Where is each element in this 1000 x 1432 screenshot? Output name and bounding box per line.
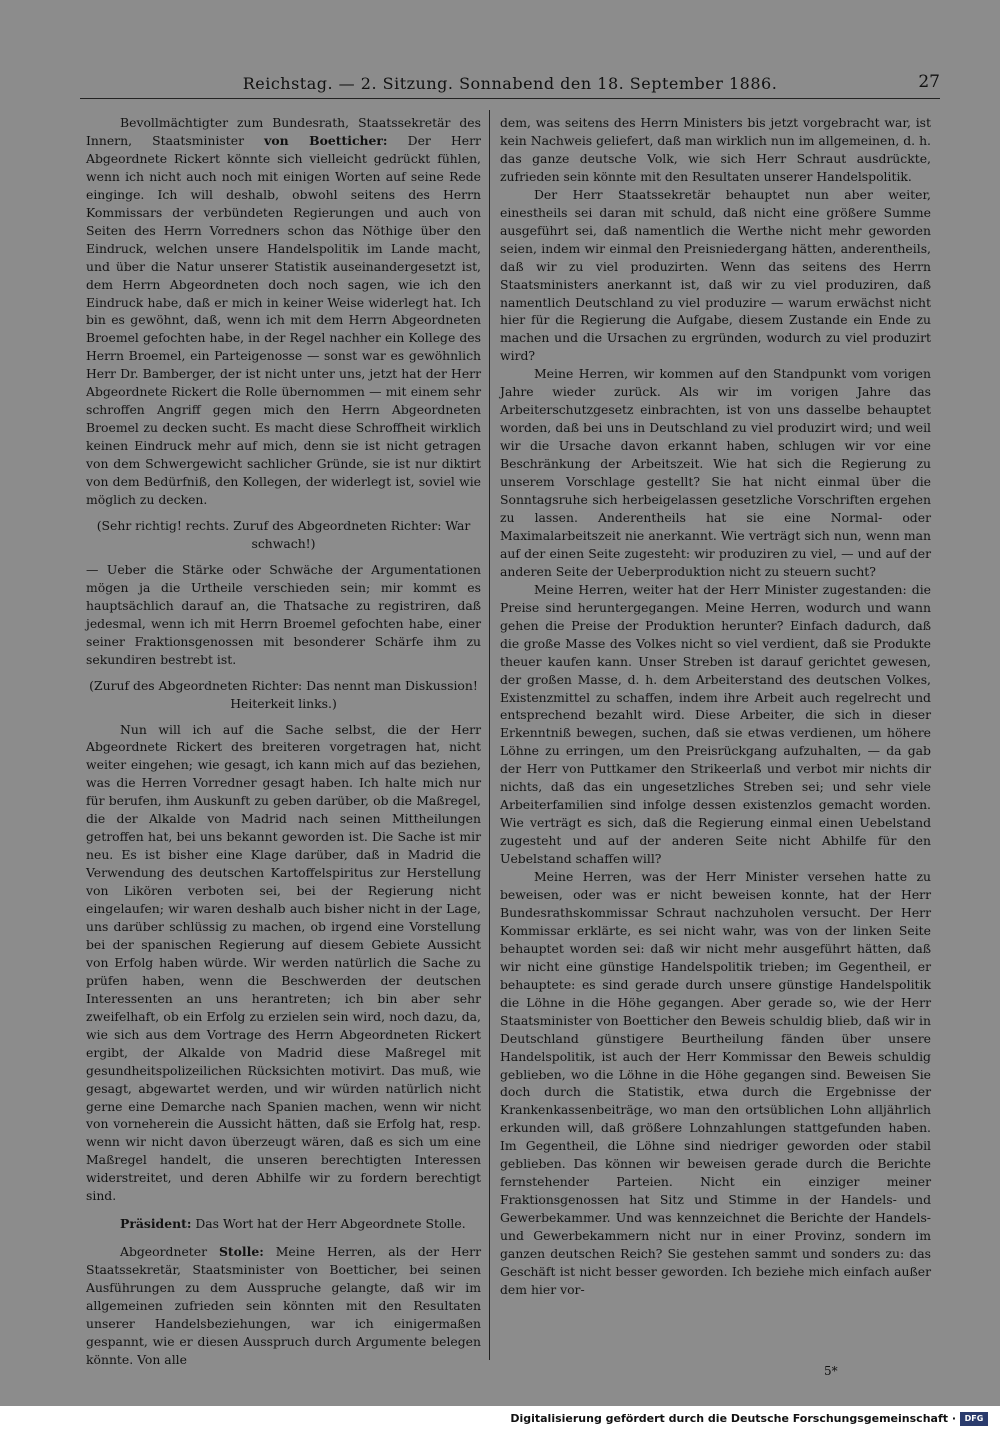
paragraph: Nun will ich auf die Sache selbst, die der Herr Abgeordnete Rickert des breiteren vorgetragen hat, nicht weiter eingehen; wie gesagt, ich kann mich auf das beziehen, was die Herren Vorredner gesagt haben. Ich halte mich nur für berufen, ihm Auskunft zu geben darüber, ob die Maßregel, die der Alkalde von Madrid nach seinen Mittheilungen getroffen hat, bei uns bekannt geworden ist. Die Sache ist mir neu. Es ist bisher eine Klage darüber, daß in Madrid die Verwendung des deutschen Kartoffelspiritus zur Herstellung von Likören verboten sei, bei der Regierung nicht eingelaufen; wir waren deshalb auch bisher nicht in der Lage, uns darüber schlüssig zu machen, ob irgend eine Vorstellung bei der spanischen Regierung auf diesem Gebiete Aussicht von Erfolg haben würde. Wir werden natürlich die Sache zu prüfen haben, wenn die Beschwerden der deutschen Interessenten an uns herantreten; ich bin aber sehr zweifelhaft, ob ein Erfolg zu erzielen sein wird, noch dazu, da, wie sich aus dem Vortrage des Herrn Abgeordneten Rickert ergibt, der Alkalde von Madrid diese Maßregel mit gesundheitspolizeilichen Rücksichten motivirt. Das muß, wie gesagt, abgewartet werden, und wir würden natürlich nicht gerne eine Demarche nach Spanien machen, wenn wir nicht von vorneherein die Aussicht hätten, daß sie Erfolg hat, resp. wenn wir nicht davon überzeugt wären, daß es sich um eine Maßregel handelt, die unseren berechtigten Interessen widerstreitet, und deren Abhilfe wir zu fordern berechtigt sind. (86, 721, 481, 1204)
speech-text: Der Herr Abgeordnete Rickert könnte sich vielleicht gedrückt fühlen, wenn ich nicht auch noch mit einigen Worten auf seine Rede einginge. Ich will deshalb, obwohl seitens des Herrn Kommissars der verbündeten Regierungen und auch von Seiten des Herrn Vorredners schon das Nöthige über den Eindruck, welchen unsere Handelspolitik im Lande macht, und über die Natur unserer Statistik auseinandergesetzt ist, dem Herrn Abgeordneten doch noch sagen, wie ich den Eindruck habe, daß er mich in keiner Weise widerlegt hat. Ich bin es gewöhnt, daß, wenn ich mit dem Herrn Abgeordneten Broemel gefochten habe, in der Regel nachher ein Kollege des Herrn Broemel, ein Parteigenosse — sonst war es gewöhnlich Herr Dr. Bamberger, der ist nicht unter uns, jetzt hat der Herr Abgeordnete Rickert die Rolle übernommen — mit einem sehr schroffen Angriff gegen mich den Herrn Abgeordneten Broemel zu decken sucht. Es macht diese Schroffheit wirklich keinen Eindruck mehr auf mich, denn sie ist nicht getragen von dem Schwergewicht sachlicher Gründe, sie ist nur diktirt von dem Bedürfniß, den Kollegen, der widerlegt ist, soviel wie möglich zu decken. (86, 132, 481, 508)
speech-stolle (86, 1243, 481, 1369)
header-rule (80, 98, 940, 99)
page-header (80, 70, 940, 100)
speech-president (86, 1215, 481, 1233)
dfg-logo-icon: DFG (960, 1412, 988, 1426)
speaker-name: Stolle: (218, 1244, 264, 1260)
speech-boetticher (86, 114, 481, 509)
speaker-name: Präsident: (120, 1216, 192, 1232)
paragraph: Meine Herren, weiter hat der Herr Minister zugestanden: die Preise sind heruntergegangen. Meine Herren, wodurch und wann gehen die Preise der Produktion herunter? Einfach dadurch, daß die große Masse des Volkes nicht so viel verdient, daß sie Produkte theuer kaufen kann. Unser Streben ist darauf gerichtet gewesen, der großen Masse, d. h. dem Arbeiterstand des deutschen Volkes, Existenzmittel zu schaffen, indem ihre Arbeit auch regelrecht und entsprechend bezahlt wird. Diese Arbeiter, die sich in dieser Erkenntniß bewegen, suchen, daß sie etwas verdienen, um höhere Löhne zu erringen, um den Preisrückgang aufzuhalten, — da gab der Herr von Puttkamer den Strikeerlaß und verbot mir nichts dir nichts, daß das ein ungesetzliches Streben sei; und sehr viele Arbeiterfamilien sind infolge dessen existenzlos gemacht worden. Wie verträgt es sich, daß die Regierung einmal einen Uebelstand zugesteht und auf der anderen Seite nicht Abhilfe für den Uebelstand schaffen will? (500, 581, 931, 867)
paragraph: Der Herr Staatssekretär behauptet nun aber weiter, einestheils sei daran mit schuld, daß nicht eine größere Summe ausgeführt sei, daß namentlich die Werthe nicht mehr geworden seien, indem wir einmal den Preisniedergang hätten, anderentheils, daß wir zu viel produzirten. Wenn das seitens des Herrn Staatsministers anerkannt ist, daß wir zu viel produziren, daß namentlich Deutschland zu viel produzire — warum erwächst nicht hier für die Regierung die Aufgabe, diesem Zustande ein Ende zu machen und die Ursachen zu ergründen, wodurch zu viel produzirt wird? (500, 186, 931, 364)
left-column (86, 114, 481, 1369)
funding-note: Digitalisierung gefördert durch die Deutsche Forschungsgemeinschaft · (510, 1412, 956, 1425)
speech-text: Das Wort hat der Herr Abgeordnete Stolle. (191, 1216, 466, 1232)
paragraph: dem, was seitens des Herrn Ministers bis jetzt vorgebracht war, ist kein Nachweis geliefert, daß man wirklich nun im allgemeinen, d. h. das ganze deutsche Volk, wie sich Herr Schraut ausdrückte, zufrieden sein könnte mit den Resultaten unserer Handelspolitik. (500, 115, 931, 184)
speaker-role: Abgeordneter (120, 1244, 219, 1260)
speaker-role: Bevollmächtigter zum Bundesrath, Staatssekretär des Innern, Staatsminister (86, 115, 481, 148)
paragraph: Meine Herren, was der Herr Minister versehen hatte zu beweisen, oder was er nicht beweisen konnte, hat der Herr Bundesrathskommissar Schraut nachzuholen versucht. Der Herr Kommissar erklärte, es sei nicht wahr, was von der linken Seite behauptet worden sei: daß wir nicht mehr ausgeführt hätten, daß wir nicht eine günstige Handelspolitik trieben; im Gegentheil, er behauptete: es sind gerade durch unsere günstige Handelspolitik die Löhne in die Höhe gegangen. Aber gerade so, wie der Herr Staatsminister von Boetticher den Beweis schuldig blieb, daß wir in Deutschland günstigere Beurtheilung fänden über unsere Handelspolitik, ist auch der Herr Kommissar den Beweis schuldig geblieben, wo die Löhne in die Höhe gegangen sind. Beweisen Sie doch durch die Statistik, etwa durch die Ergebnisse der Krankenkassenbeiträge, wo man den ortsüblichen Lohn alljährlich erkunden will, daß größere Lohnzahlungen stattgefunden haben. Im Gegentheil, die Löhne sind niedriger geworden oder stabil geblieben. Das können wir beweisen gerade durch die Berichte fernstehender Parteien. Nicht ein einziger meiner Fraktionsgenossen hat Sitz und Stimme in der Handels- und Gewerbekammer. Und was kennzeichnet die Berichte der Handels- und Gewerbekammern nicht nur in einer Provinz, sondern im ganzen deutschen Reich? Sie gestehen sammt und sonders zu: das Geschäft ist nicht besser geworden. Ich beziehe mich einfach außer dem hier vor- (500, 869, 931, 1297)
right-column (500, 114, 931, 1299)
speaker-name: von Boetticher: (264, 132, 388, 148)
column-divider (489, 110, 490, 1360)
signature-mark: 5* (824, 1364, 838, 1378)
footer-bar (0, 1406, 1000, 1432)
paragraph: — Ueber die Stärke oder Schwäche der Argumentationen mögen ja die Urtheile verschieden sein; mir kommt es hauptsächlich darauf an, die Thatsache zu registriren, daß jedesmal, wenn ich mit Herrn Broemel gefochten habe, einer seiner Fraktionsgenossen mit besonderer Schärfe ihm zu sekundiren bestrebt ist. (86, 561, 481, 667)
running-head: Reichstag. — 2. Sitzung. Sonnabend den 18. September 1886. (242, 74, 778, 93)
paragraph: Meine Herren, wir kommen auf den Standpunkt vom vorigen Jahre wieder zurück. Als wir im vorigen Jahre das Arbeiterschutzgesetz einbrachten, ist von uns dasselbe behauptet worden, daß bei uns in Deutschland zu viel produzirt wird; und weil wir die Ursache davon erkannt haben, schlugen wir vor eine Beschränkung der Arbeitszeit. Wie hat sich die Regierung zu unserem Vorschlage gestellt? Sie hat nicht einmal über die Sonntagsruhe sich herbeigelassen gesetzliche Vorschriften ergehen zu lassen. Anderentheils hat sie eine Normal- oder Maximalarbeitszeit nie anerkannt. Wie verträgt sich nun, wenn man auf der einen Seite zugesteht: wir produziren zu viel, — und auf der anderen Seite der Ueberproduktion nicht zu steuern sucht? (500, 366, 931, 579)
interjection: (Zuruf des Abgeordneten Richter: Das nennt man Diskussion! Heiterkeit links.) (89, 677, 478, 711)
interjection: (Sehr richtig! rechts. Zuruf des Abgeordneten Richter: War schwach!) (96, 517, 471, 551)
page-number: 27 (918, 72, 940, 92)
speech-text: Meine Herren, als der Herr Staatssekretär, Staatsminister von Boetticher, bei seinen Ausführungen zu dem Ausspruche gelangte, daß wir im allgemeinen zufrieden sein könnten mit den Resultaten unserer Handelsbeziehungen, war ich einigermaßen gespannt, wie er diesen Ausspruch durch Argumente belegen könnte. Von alle (86, 1244, 481, 1367)
